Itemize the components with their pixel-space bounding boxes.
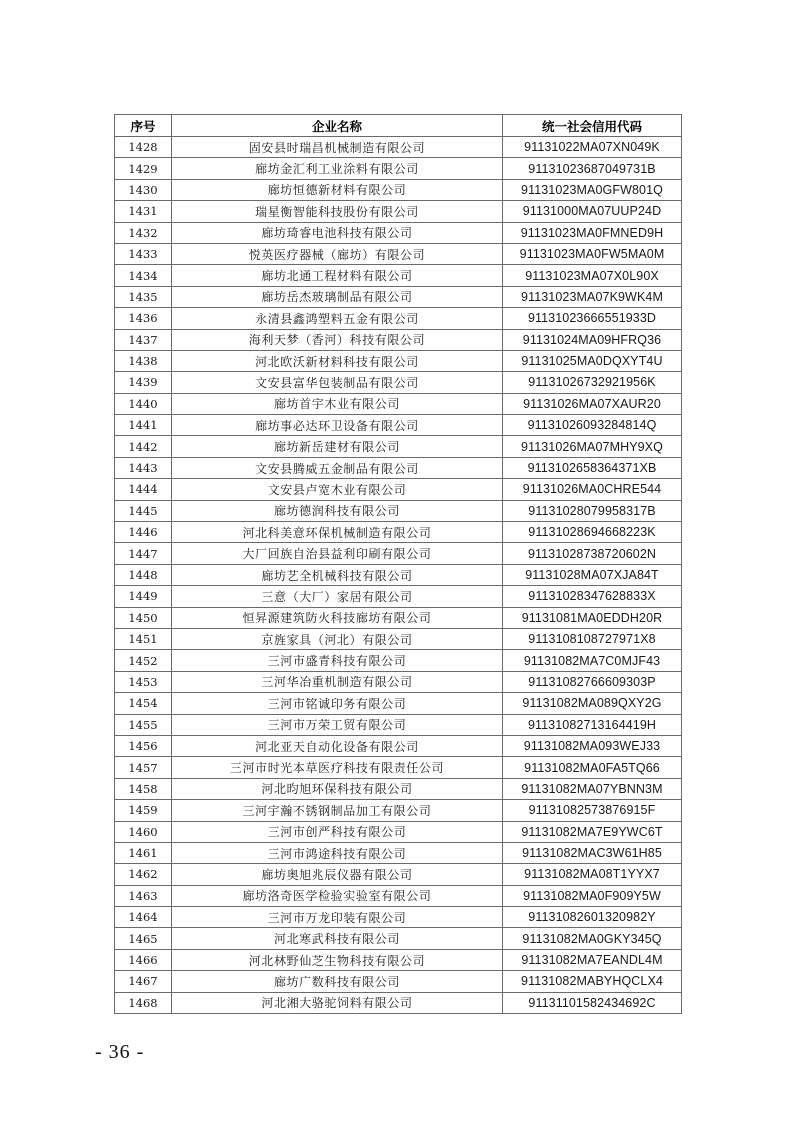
table-row <box>115 864 682 885</box>
table-row <box>115 222 682 243</box>
enterprise-name-cell: 海利天梦（香河）科技有限公司 <box>172 329 503 350</box>
enterprise-name-cell: 廊坊北通工程材料有限公司 <box>172 265 503 286</box>
table-row <box>115 564 682 585</box>
enterprise-name-cell: 大厂回族自治县益利印刷有限公司 <box>172 543 503 564</box>
serial-number-cell: 1443 <box>115 457 172 478</box>
table-row <box>115 842 682 863</box>
table-row <box>115 329 682 350</box>
table-row <box>115 436 682 457</box>
table-row <box>115 821 682 842</box>
enterprise-name-cell: 河北昀旭环保科技有限公司 <box>172 778 503 799</box>
table-row <box>115 757 682 778</box>
credit-code-cell: 91131082MAC3W61H85 <box>503 842 682 863</box>
serial-number-cell: 1441 <box>115 415 172 436</box>
serial-number-cell: 1438 <box>115 350 172 371</box>
credit-code-cell: 91131082MA07YBNN3M <box>503 778 682 799</box>
credit-code-cell: 91131024MA09HFRQ36 <box>503 329 682 350</box>
credit-code-cell: 91131023687049731B <box>503 158 682 179</box>
header-credit-code: 统一社会信用代码 <box>503 115 682 137</box>
serial-number-cell: 1449 <box>115 586 172 607</box>
enterprise-name-cell: 廊坊德润科技有限公司 <box>172 500 503 521</box>
credit-code-cell: 91131025MA0DQXYT4U <box>503 350 682 371</box>
enterprise-name-cell: 三河市万荣工贸有限公司 <box>172 714 503 735</box>
credit-code-cell: 91131101582434692C <box>503 992 682 1013</box>
enterprise-name-cell: 廊坊新岳建材有限公司 <box>172 436 503 457</box>
serial-number-cell: 1467 <box>115 971 172 992</box>
serial-number-cell: 1464 <box>115 907 172 928</box>
table-row <box>115 286 682 307</box>
serial-number-cell: 1459 <box>115 800 172 821</box>
serial-number-cell: 1457 <box>115 757 172 778</box>
table-row <box>115 415 682 436</box>
table-row <box>115 201 682 222</box>
enterprise-name-cell: 文安县腾威五金制品有限公司 <box>172 457 503 478</box>
serial-number-cell: 1468 <box>115 992 172 1013</box>
table-row <box>115 800 682 821</box>
table-row <box>115 522 682 543</box>
serial-number-cell: 1463 <box>115 885 172 906</box>
credit-code-cell: 91131082MA089QXY2G <box>503 693 682 714</box>
credit-code-cell: 91131082MA0F909Y5W <box>503 885 682 906</box>
credit-code-cell: 91131028347628833X <box>503 586 682 607</box>
serial-number-cell: 1446 <box>115 522 172 543</box>
credit-code-cell: 91131000MA07UUP24D <box>503 201 682 222</box>
serial-number-cell: 1455 <box>115 714 172 735</box>
table-row <box>115 693 682 714</box>
enterprise-name-cell: 悦英医疗器械（廊坊）有限公司 <box>172 243 503 264</box>
table-header-row <box>115 115 682 137</box>
credit-code-cell: 91131023MA0FW5MA0M <box>503 243 682 264</box>
serial-number-cell: 1431 <box>115 201 172 222</box>
enterprise-table <box>114 114 682 1014</box>
table-row <box>115 500 682 521</box>
table-row <box>115 949 682 970</box>
table-row <box>115 457 682 478</box>
enterprise-name-cell: 三河市铭诚印务有限公司 <box>172 693 503 714</box>
page-number: - 36 - <box>95 1041 145 1063</box>
table-row <box>115 308 682 329</box>
enterprise-name-cell: 三意（大厂）家居有限公司 <box>172 586 503 607</box>
enterprise-name-cell: 三河宇瀚不锈钢制品加工有限公司 <box>172 800 503 821</box>
table-row <box>115 907 682 928</box>
table-row <box>115 479 682 500</box>
table-row <box>115 179 682 200</box>
serial-number-cell: 1433 <box>115 243 172 264</box>
serial-number-cell: 1462 <box>115 864 172 885</box>
credit-code-cell: 91131026MA07XAUR20 <box>503 393 682 414</box>
serial-number-cell: 1440 <box>115 393 172 414</box>
enterprise-name-cell: 廊坊琦睿电池科技有限公司 <box>172 222 503 243</box>
enterprise-name-cell: 三河市万龙印装有限公司 <box>172 907 503 928</box>
table-row <box>115 137 682 158</box>
enterprise-name-cell: 河北湘大骆驼饲料有限公司 <box>172 992 503 1013</box>
serial-number-cell: 1430 <box>115 179 172 200</box>
serial-number-cell: 1428 <box>115 137 172 158</box>
serial-number-cell: 1445 <box>115 500 172 521</box>
table-row <box>115 158 682 179</box>
credit-code-cell: 91131082MA0GKY345Q <box>503 928 682 949</box>
enterprise-name-cell: 廊坊艺全机械科技有限公司 <box>172 564 503 585</box>
enterprise-name-cell: 廊坊岳杰玻璃制品有限公司 <box>172 286 503 307</box>
credit-code-cell: 9113108108727971X8 <box>503 628 682 649</box>
serial-number-cell: 1439 <box>115 372 172 393</box>
serial-number-cell: 1442 <box>115 436 172 457</box>
enterprise-name-cell: 三河市鸿途科技有限公司 <box>172 842 503 863</box>
serial-number-cell: 1460 <box>115 821 172 842</box>
table-row <box>115 885 682 906</box>
serial-number-cell: 1458 <box>115 778 172 799</box>
serial-number-cell: 1456 <box>115 735 172 756</box>
table-row <box>115 628 682 649</box>
enterprise-name-cell: 瑞星衡智能科技股份有限公司 <box>172 201 503 222</box>
serial-number-cell: 1452 <box>115 650 172 671</box>
serial-number-cell: 1429 <box>115 158 172 179</box>
enterprise-name-cell: 廊坊奥旭兆辰仪器有限公司 <box>172 864 503 885</box>
table-row <box>115 735 682 756</box>
enterprise-name-cell: 三河市时光本草医疗科技有限责任公司 <box>172 757 503 778</box>
credit-code-cell: 91131023MA07X0L90X <box>503 265 682 286</box>
credit-code-cell: 9113102658364371XB <box>503 457 682 478</box>
credit-code-cell: 91131082MA0FA5TQ66 <box>503 757 682 778</box>
serial-number-cell: 1450 <box>115 607 172 628</box>
table-row <box>115 714 682 735</box>
serial-number-cell: 1444 <box>115 479 172 500</box>
enterprise-name-cell: 廊坊恒德新材料有限公司 <box>172 179 503 200</box>
enterprise-name-cell: 文安县卢宽木业有限公司 <box>172 479 503 500</box>
enterprise-name-cell: 恒昇源建筑防火科技廊坊有限公司 <box>172 607 503 628</box>
credit-code-cell: 91131082MA7E9YWC6T <box>503 821 682 842</box>
header-serial-number: 序号 <box>115 115 172 137</box>
table-row <box>115 778 682 799</box>
table-row <box>115 350 682 371</box>
serial-number-cell: 1437 <box>115 329 172 350</box>
enterprise-name-cell: 河北科美意环保机械制造有限公司 <box>172 522 503 543</box>
credit-code-cell: 91131082MABYHQCLX4 <box>503 971 682 992</box>
credit-code-cell: 91131023MA07K9WK4M <box>503 286 682 307</box>
credit-code-cell: 91131026093284814Q <box>503 415 682 436</box>
enterprise-name-cell: 河北亚天自动化设备有限公司 <box>172 735 503 756</box>
table-row <box>115 393 682 414</box>
table-row <box>115 928 682 949</box>
enterprise-name-cell: 固安县时瑞昌机械制造有限公司 <box>172 137 503 158</box>
table-row <box>115 971 682 992</box>
credit-code-cell: 91131082MA08T1YYX7 <box>503 864 682 885</box>
table-row <box>115 586 682 607</box>
enterprise-name-cell: 河北欧沃新材料科技有限公司 <box>172 350 503 371</box>
credit-code-cell: 91131082573876915F <box>503 800 682 821</box>
table-row <box>115 372 682 393</box>
credit-code-cell: 91131082601320982Y <box>503 907 682 928</box>
credit-code-cell: 91131082766609303P <box>503 671 682 692</box>
credit-code-cell: 91131023666551933D <box>503 308 682 329</box>
serial-number-cell: 1436 <box>115 308 172 329</box>
credit-code-cell: 91131023MA0GFW801Q <box>503 179 682 200</box>
enterprise-name-cell: 廊坊洛奇医学检验实验室有限公司 <box>172 885 503 906</box>
enterprise-name-cell: 文安县富华包装制品有限公司 <box>172 372 503 393</box>
enterprise-name-cell: 河北林野仙芝生物科技有限公司 <box>172 949 503 970</box>
serial-number-cell: 1454 <box>115 693 172 714</box>
enterprise-name-cell: 廊坊首宇木业有限公司 <box>172 393 503 414</box>
enterprise-name-cell: 京旌家具（河北）有限公司 <box>172 628 503 649</box>
enterprise-name-cell: 三河市创严科技有限公司 <box>172 821 503 842</box>
enterprise-name-cell: 廊坊事必达环卫设备有限公司 <box>172 415 503 436</box>
table-row <box>115 650 682 671</box>
serial-number-cell: 1434 <box>115 265 172 286</box>
enterprise-name-cell: 廊坊金汇利工业涂料有限公司 <box>172 158 503 179</box>
credit-code-cell: 91131026MA07MHY9XQ <box>503 436 682 457</box>
credit-code-cell: 91131081MA0EDDH20R <box>503 607 682 628</box>
table-row <box>115 243 682 264</box>
credit-code-cell: 91131028738720602N <box>503 543 682 564</box>
serial-number-cell: 1453 <box>115 671 172 692</box>
credit-code-cell: 91131082MA7EANDL4M <box>503 949 682 970</box>
enterprise-name-cell: 三河华冶重机制造有限公司 <box>172 671 503 692</box>
serial-number-cell: 1448 <box>115 564 172 585</box>
credit-code-cell: 91131082713164419H <box>503 714 682 735</box>
table-body <box>115 137 682 1014</box>
serial-number-cell: 1466 <box>115 949 172 970</box>
serial-number-cell: 1465 <box>115 928 172 949</box>
table-row <box>115 543 682 564</box>
enterprise-name-cell: 永清县鑫鸿塑料五金有限公司 <box>172 308 503 329</box>
credit-code-cell: 91131082MA093WEJ33 <box>503 735 682 756</box>
credit-code-cell: 91131026MA0CHRE544 <box>503 479 682 500</box>
credit-code-cell: 91131028694668223K <box>503 522 682 543</box>
serial-number-cell: 1451 <box>115 628 172 649</box>
enterprise-name-cell: 廊坊广数科技有限公司 <box>172 971 503 992</box>
table-row <box>115 671 682 692</box>
credit-code-cell: 91131022MA07XN049K <box>503 137 682 158</box>
serial-number-cell: 1435 <box>115 286 172 307</box>
credit-code-cell: 91131028079958317B <box>503 500 682 521</box>
serial-number-cell: 1461 <box>115 842 172 863</box>
credit-code-cell: 91131023MA0FMNED9H <box>503 222 682 243</box>
table-row <box>115 607 682 628</box>
serial-number-cell: 1432 <box>115 222 172 243</box>
enterprise-name-cell: 三河市盛青科技有限公司 <box>172 650 503 671</box>
header-enterprise-name: 企业名称 <box>172 115 503 137</box>
serial-number-cell: 1447 <box>115 543 172 564</box>
credit-code-cell: 91131082MA7C0MJF43 <box>503 650 682 671</box>
table-row <box>115 992 682 1013</box>
enterprise-name-cell: 河北寒武科技有限公司 <box>172 928 503 949</box>
credit-code-cell: 91131028MA07XJA84T <box>503 564 682 585</box>
credit-code-cell: 91131026732921956K <box>503 372 682 393</box>
table-row <box>115 265 682 286</box>
